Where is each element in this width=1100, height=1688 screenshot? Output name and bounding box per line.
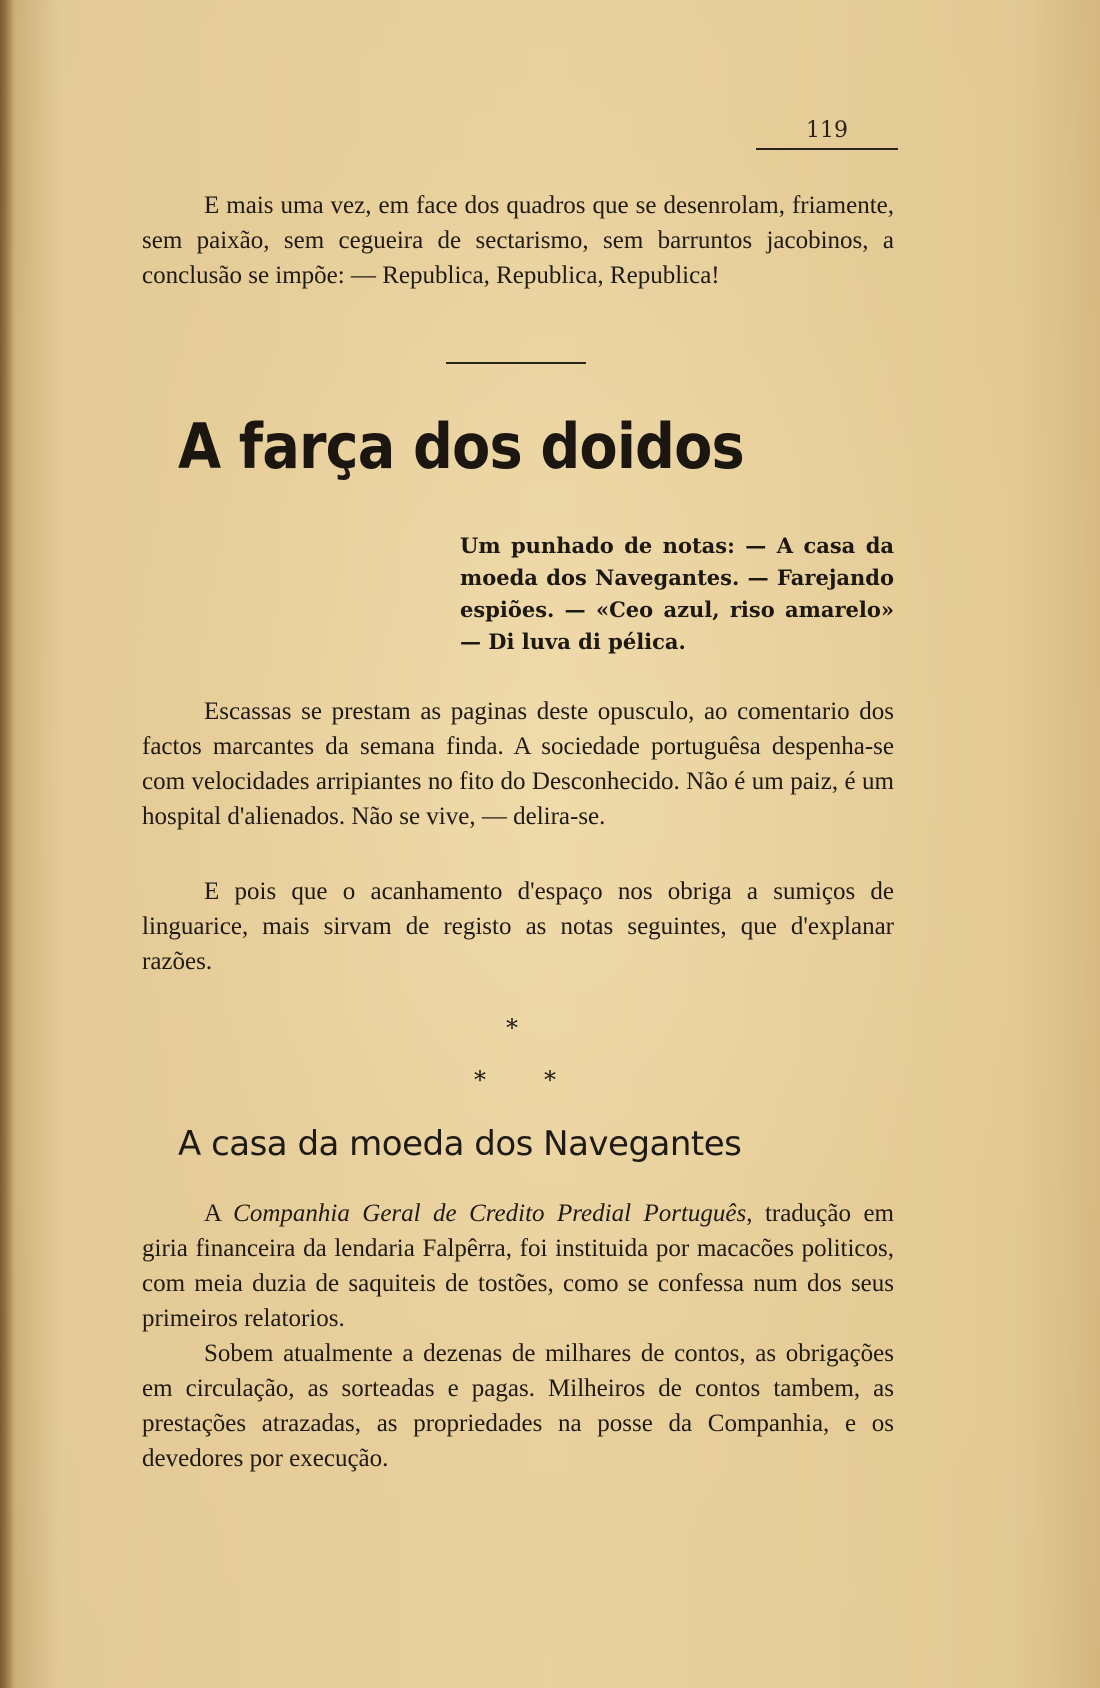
intro-paragraph: E mais uma vez, em face dos quadros que se desenrolam, friamente, sem paixão, sem cegueira de sectarismo, sem barruntos jacobinos, a conclusão se impõe: — Republica, Republica, Republica! [142,192,894,289]
section-paragraph-1 [142,1196,894,1336]
article-paragraph-1: Escassas se prestam as paginas deste opusculo, ao comentario dos factos marcantes da semana finda. A sociedade portuguêsa despenha-se com velocidades arripiantes no fito do Desconhecido. Não é um paiz, é um hospital d'alienados. Não se vive, — delira-se. [142,698,894,830]
article-title: A farça dos doidos [178,410,744,483]
section-paragraph-1-article: A [204,1200,221,1227]
asterism-left-star: * [474,1066,486,1094]
company-name: Companhia Geral de Credito Predial Português [233,1200,747,1227]
article-paragraph-2: E pois que o acanhamento d'espaço nos obriga a sumiços de linguarice, mais sirvam de registo as notas seguintes, que d'explanar razões. [142,878,894,975]
asterism-right-star: * [544,1066,556,1094]
page-number: 119 [806,118,848,143]
section-divider [446,362,586,364]
article-summary: Um punhado de notas: — A casa da moeda dos Navegantes. — Farejando espiões. — «Ceo azul, riso amarelo» — Di luva di pélica. [460,533,894,654]
page-number-rule [756,148,898,150]
section-paragraph-2: Sobem atualmente a dezenas de milhares de contos, as obrigações em circulação, as sorteadas e pagas. Milheiros de contos tambem, as prestações atrazadas, as propriedades na posse da Companhia, e os devedores por execução. [142,1340,894,1472]
section-paragraph-1-rest: , tradução em giria financeira da lendaria Falpêrra, foi instituida por macacões politicos, com meia duzia de saquiteis de tostões, como se confessa num dos seus primeiros relatorios. [142,1200,894,1332]
section-title: A casa da moeda dos Navegantes [178,1124,742,1164]
asterism-top-star: * [506,1014,518,1042]
